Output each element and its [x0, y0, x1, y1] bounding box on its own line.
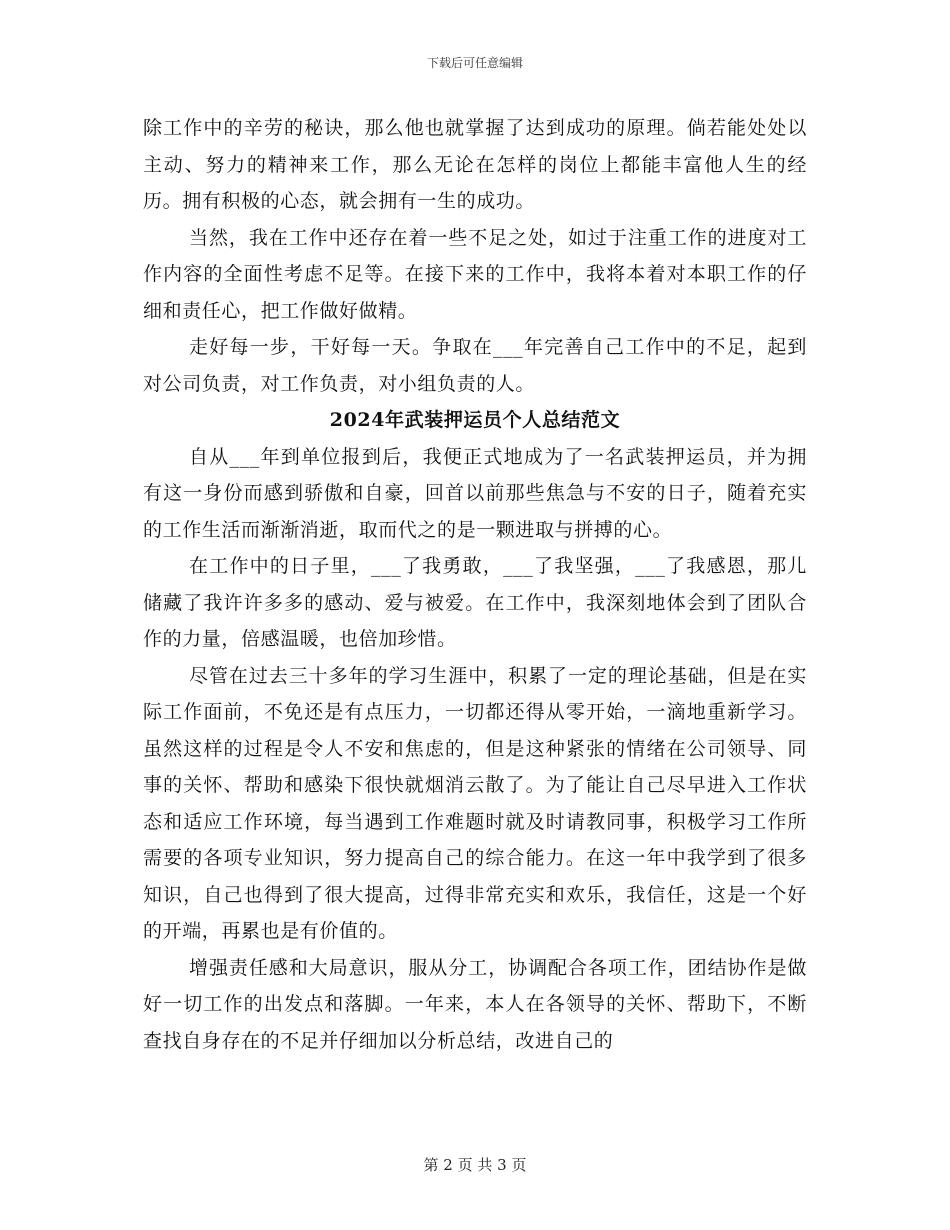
- section-title: 2024年武装押运员个人总结范文: [329, 409, 621, 431]
- paragraph-work-days: 在工作中的日子里，___了我勇敢，___了我坚强，___了我感恩，那儿储藏了我许许多多的感动、爱与被爱。在工作中，我深刻地体会到了团队合作的力量，倍感温暖，也倍加珍惜。: [143, 555, 807, 650]
- page-header-note: 下载后可任意编辑: [426, 56, 523, 70]
- paragraph-responsibility: 增强责任感和大局意识，服从分工，协调配合各项工作，团结协作是做好一切工作的出发点和落脚。一年来，本人在各领导的关怀、帮助下，不断查找自身存在的不足并仔细加以分析总结，改进自己的: [143, 956, 807, 1052]
- paragraph-learning: 尽管在过去三十多年的学习生涯中，积累了一定的理论基础，但是在实际工作面前，不免还是有点压力，一切都还得从零开始，一滴地重新学习。虽然这样的过程是令人不安和焦虑的，但是这种紧张的情绪在公司领导、同事的关怀、帮助和感染下很快就烟消云散了。为了能让自己尽早进入工作状态和适应工作环境，每当遇到工作难题时就及时请教同事，积极学习工作所需要的各项专业知识，努力提高自己的综合能力。在这一年中我学到了很多知识，自己也得到了很大提高，过得非常充实和欢乐，我信任，这是一个好的开端，再累也是有价值的。: [143, 664, 807, 942]
- paragraph-introduction: 自从___年到单位报到后，我便正式地成为了一名武装押运员，并为拥有这一身份而感到骄傲和自豪，回首以前那些焦急与不安的日子，随着充实的工作生活而渐渐消逝，取而代之的是一颗进取与拼搏的心。: [143, 445, 807, 541]
- paragraph-shortcomings: 当然，我在工作中还存在着一些不足之处，如过于注重工作的进度对工作内容的全面性考虑不足等。在接下来的工作中，我将本着对本职工作的仔细和责任心，把工作做好做精。: [143, 226, 807, 322]
- page-number-footer: 第 2 页 共 3 页: [423, 1156, 527, 1174]
- paragraph-continuation: 除工作中的辛劳的秘诀，那么他也就掌握了达到成功的原理。倘若能处处以主动、努力的精神来工作，那么无论在怎样的岗位上都能丰富他人生的经历。拥有积极的心态，就会拥有一生的成功。: [143, 117, 807, 212]
- document-body: [143, 110, 807, 1059]
- paragraph-resolution: 走好每一步，干好每一天。争取在___年完善自己工作中的不足，起到对公司负责，对工作负责，对小组负责的人。: [143, 336, 807, 395]
